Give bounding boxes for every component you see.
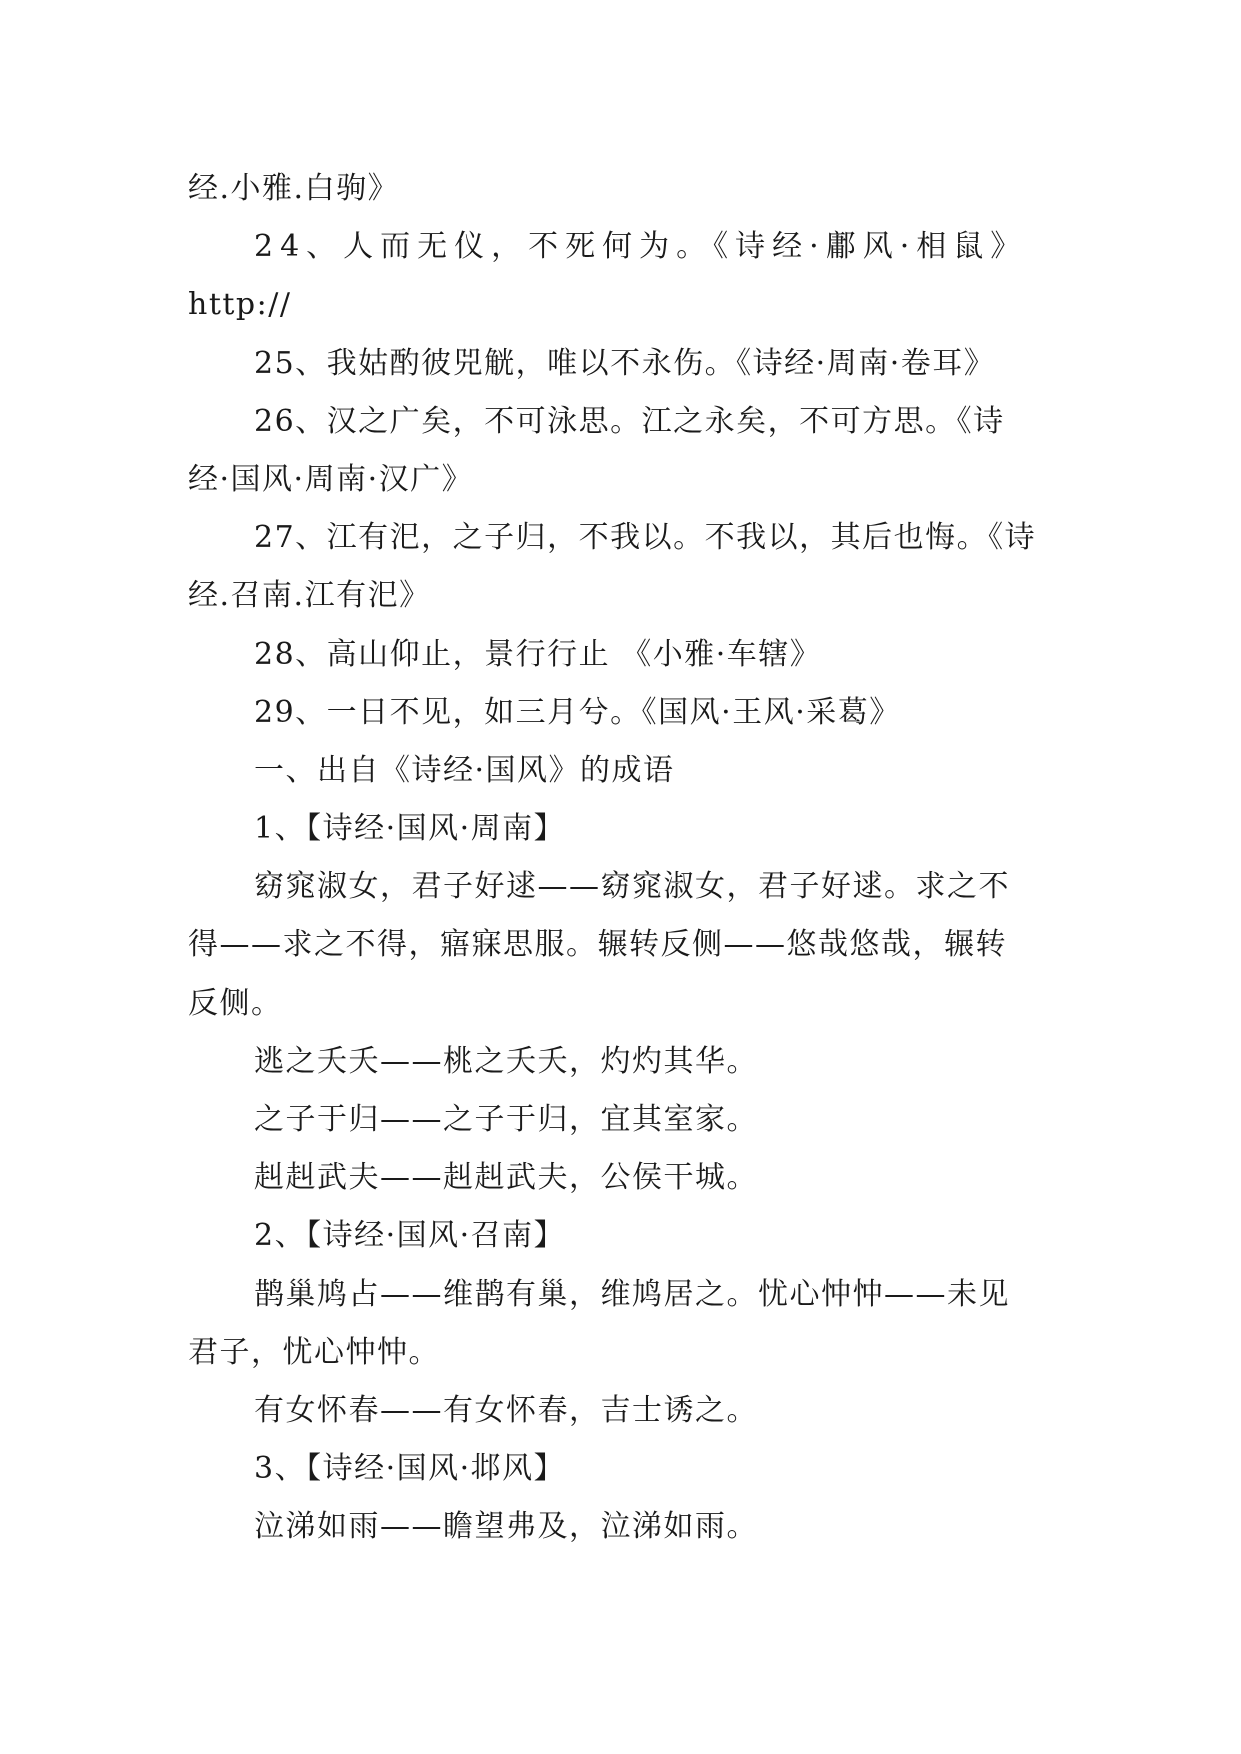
section-heading: 一、出自《诗经·国风》的成语	[254, 752, 675, 788]
subsection-heading-zhounan: 1、【诗经·国风·周南】	[254, 811, 566, 847]
idiom-paragraph: 有女怀春——有女怀春，吉士诱之。	[254, 1392, 758, 1428]
text-line: 经.召南.江有汜》	[188, 578, 431, 614]
idiom-paragraph: 逃之夭夭——桃之夭夭，灼灼其华。	[254, 1043, 758, 1079]
subsection-heading-beifeng: 3、【诗经·国风·邶风】	[254, 1451, 566, 1487]
document-body	[188, 160, 1058, 1557]
url-text: http://	[188, 287, 292, 323]
text-line: 得——求之不得，寤寐思服。辗转反侧——悠哉悠哉，辗转	[188, 927, 1007, 963]
idiom-paragraph: 泣涕如雨——瞻望弗及，泣涕如雨。	[254, 1509, 758, 1545]
idiom-paragraph: 鹊巢鸠占——维鹊有巢，维鸠居之。忧心忡忡——未见	[254, 1276, 1010, 1312]
quote-26: 26、汉之广矣，不可泳思。江之永矣，不可方思。《诗	[254, 403, 1005, 439]
text-line: 君子，忧心忡忡。	[188, 1334, 440, 1370]
text-line: 反侧。	[188, 985, 283, 1021]
idiom-paragraph: 之子于归——之子于归，宜其室家。	[254, 1102, 758, 1137]
quote-25: 25、我姑酌彼兕觥，唯以不永伤。《诗经·周南·卷耳》	[254, 345, 996, 381]
quote-29: 29、一日不见，如三月兮。《国风·王风·采葛》	[254, 694, 901, 730]
idiom-paragraph: 赳赳武夫——赳赳武夫，公侯干城。	[254, 1160, 758, 1196]
quote-28: 28、高山仰止，景行行止 《小雅·车辖》	[254, 636, 822, 672]
text-line: 经·国风·周南·汉广》	[188, 461, 474, 497]
quote-24: 24、人而无仪，不死何为。《诗经·鄘风·相鼠》	[254, 229, 1028, 265]
idiom-paragraph: 窈窕淑女，君子好逑——窈窕淑女，君子好逑。求之不	[254, 869, 1010, 905]
text-line: 经.小雅.白驹》	[188, 171, 400, 206]
subsection-heading-shaonan: 2、【诗经·国风·召南】	[254, 1218, 566, 1254]
quote-27: 27、江有汜，之子归，不我以。不我以，其后也悔。《诗	[254, 520, 1037, 556]
